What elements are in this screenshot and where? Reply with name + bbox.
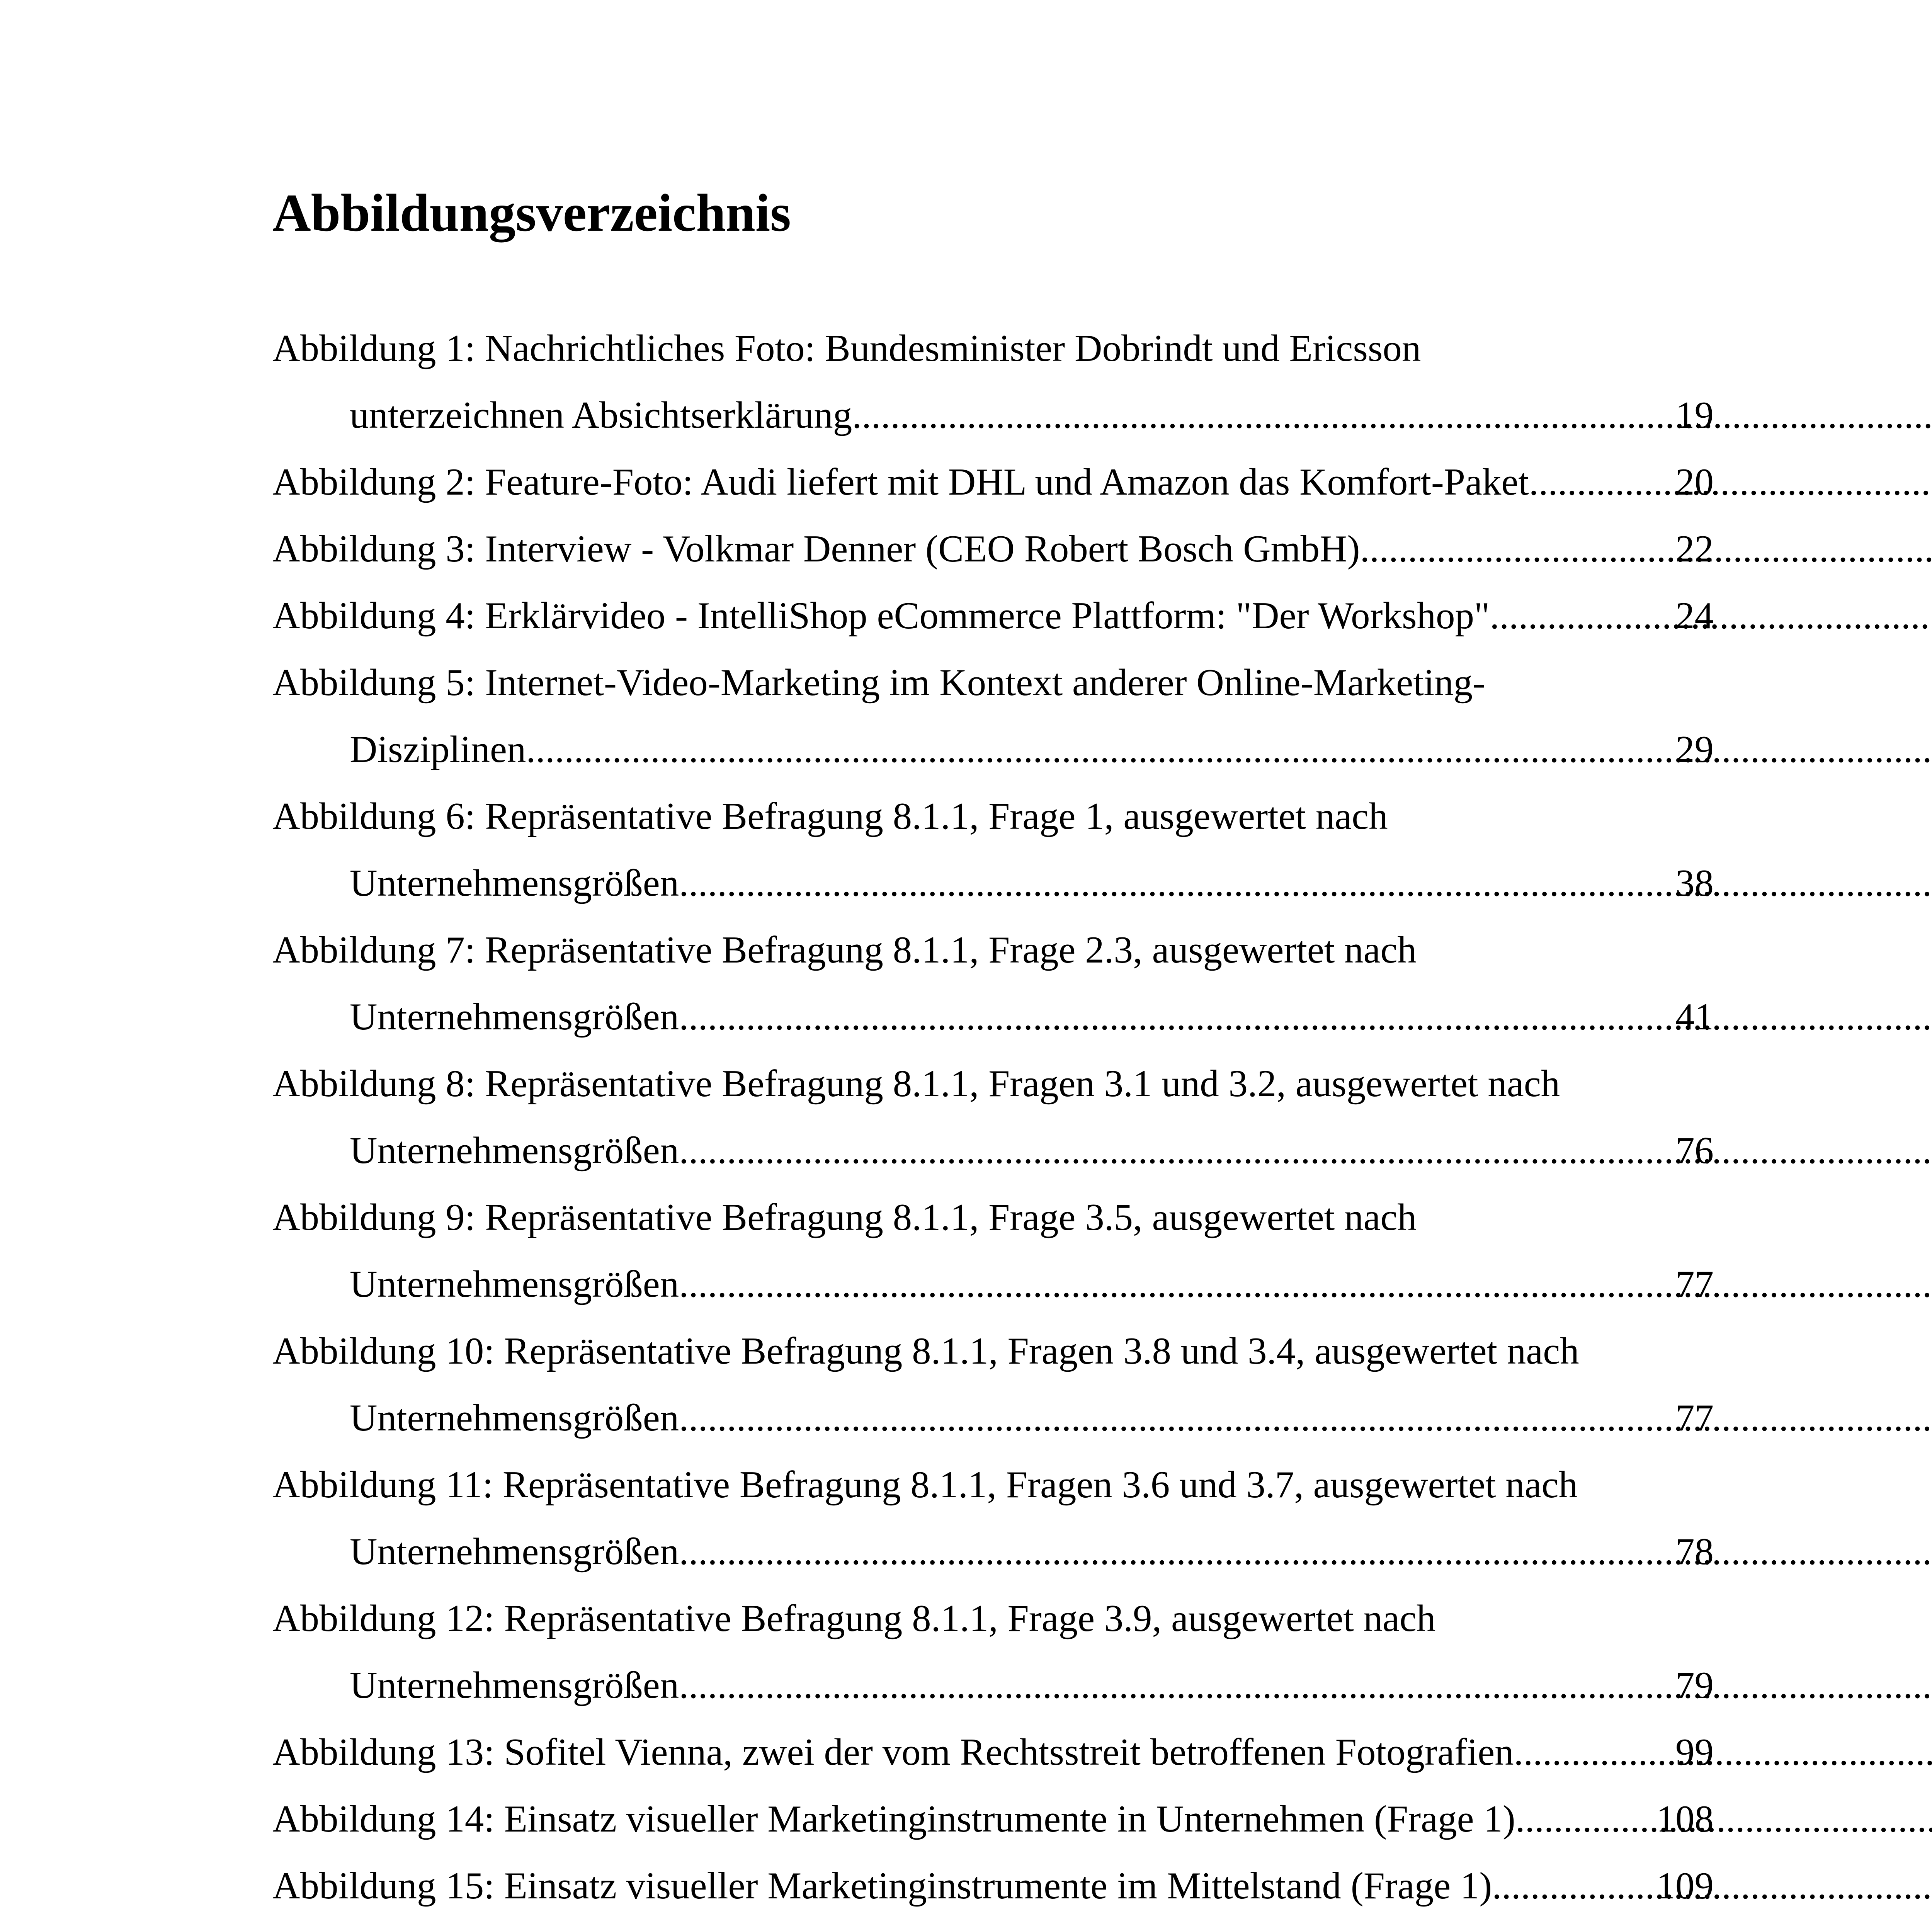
toc-entry-page: 77 [1675,1263,1714,1305]
toc-entry-page: 76 [1675,1129,1714,1172]
toc-entry[interactable] [272,1318,1714,1451]
dot-leader [689,1384,1675,1451]
toc-entry-page: 109 [1656,1865,1714,1907]
dot-leader [689,1117,1675,1184]
toc-entry-caption: Abbildung 6: Repräsentative Befragung 8.1.1, Frage 1, ausgewertet nach [272,795,1388,837]
toc-entry-line [272,850,1714,917]
dot-leader [689,1518,1675,1585]
dot-leader [536,716,1675,783]
toc-entry[interactable] [272,1451,1714,1585]
toc-entry-line [272,382,1714,449]
toc-entry-caption-continuation: Unternehmensgrößen. [350,996,689,1038]
toc-entry[interactable] [272,1184,1714,1318]
toc-entry-caption: Abbildung 5: Internet-Video-Marketing im Kontext anderer Online-Marketing- [272,662,1486,704]
toc-entry[interactable] [272,315,1714,449]
toc-entry-caption: Abbildung 13: Sofitel Vienna, zwei der vom Rechtsstreit betroffenen Fotografien. [272,1731,1524,1773]
dot-leader [1499,582,1675,649]
dot-leader [862,382,1675,449]
toc-entry-line [272,1719,1714,1786]
toc-entry-caption-continuation: Unternehmensgrößen. [350,1531,689,1573]
toc-entry-line [272,1384,1714,1451]
toc-entry[interactable] [272,1852,1714,1919]
toc-entry-caption-continuation: Unternehmensgrößen. [350,1397,689,1439]
dot-leader [1502,1852,1656,1919]
toc-entry-line [272,983,1714,1050]
toc-entry[interactable] [272,1786,1714,1852]
toc-entry-caption-continuation: Unternehmensgrößen. [350,1664,689,1706]
toc-entry-page: 41 [1675,996,1714,1038]
toc-entry-line [272,1518,1714,1585]
toc-entry-caption-continuation: Unternehmensgrößen. [350,1129,689,1172]
toc-entry-page: 38 [1675,862,1714,904]
toc-entry-caption-continuation: Disziplinen. [350,728,536,770]
toc-entry-caption: Abbildung 10: Repräsentative Befragung 8.1.1, Fragen 3.8 und 3.4, ausgewertet nach [272,1330,1579,1372]
toc-entry-line [272,1117,1714,1184]
toc-entry-caption-continuation: Unternehmensgrößen. [350,862,689,904]
toc-entry-caption: Abbildung 14: Einsatz visueller Marketinginstrumente in Unternehmen (Frage 1). [272,1798,1525,1840]
toc-entry-page: 78 [1675,1531,1714,1573]
toc-entry-caption: Abbildung 3: Interview - Volkmar Denner (CEO Robert Bosch GmbH). [272,528,1370,570]
toc-entry-caption: Abbildung 8: Repräsentative Befragung 8.1.1, Fragen 3.1 und 3.2, ausgewertet nach [272,1063,1560,1105]
toc-entry-page: 79 [1675,1664,1714,1706]
toc-entry-page: 20 [1675,461,1714,503]
dot-leader [1369,515,1675,582]
toc-entry[interactable] [272,1585,1714,1719]
toc-entry-page: 108 [1656,1798,1714,1840]
toc-entry-page: 29 [1675,728,1714,770]
toc-entry-caption: Abbildung 7: Repräsentative Befragung 8.1.1, Frage 2.3, ausgewertet nach [272,929,1417,971]
toc-entry[interactable] [272,449,1714,515]
dot-leader [689,983,1675,1050]
toc-entry-page: 77 [1675,1397,1714,1439]
toc-entry-caption: Abbildung 2: Feature-Foto: Audi liefert mit DHL und Amazon das Komfort-Paket. [272,461,1539,503]
toc-entry[interactable] [272,1919,1714,1932]
dot-leader [689,1652,1675,1719]
toc-entry-caption: Abbildung 12: Repräsentative Befragung 8.1.1, Frage 3.9, ausgewertet nach [272,1597,1436,1639]
toc-entry-line [272,515,1714,582]
toc-entry[interactable] [272,783,1714,917]
toc-entry-page: 24 [1675,595,1714,637]
page-title: Abbildungsverzeichnis [272,183,791,242]
dot-leader [689,1251,1675,1318]
toc-entry[interactable] [272,917,1714,1050]
toc-entry-caption: Abbildung 9: Repräsentative Befragung 8.1.1, Frage 3.5, ausgewertet nach [272,1196,1417,1238]
toc-entry-line [272,1251,1714,1318]
toc-entry-line [272,582,1714,649]
toc-entry[interactable] [272,1050,1714,1184]
toc-entry[interactable] [272,649,1714,783]
toc-entry[interactable] [272,515,1714,582]
toc-entry-line [272,449,1714,515]
list-of-figures [272,315,1714,1932]
toc-entry-line [272,716,1714,783]
dot-leader [1523,1719,1675,1786]
toc-entry-page: 99 [1675,1731,1714,1773]
dot-leader [689,850,1675,917]
toc-entry-caption: Abbildung 1: Nachrichtliches Foto: Bundesminister Dobrindt und Ericsson [272,327,1421,369]
toc-entry-page: 19 [1675,394,1714,436]
toc-entry-caption-continuation: unterzeichnen Absichtserklärung. [350,394,862,436]
toc-entry[interactable] [272,1719,1714,1786]
dot-leader [1539,449,1675,515]
toc-entry-caption: Abbildung 11: Repräsentative Befragung 8.1.1, Fragen 3.6 und 3.7, ausgewertet nach [272,1464,1578,1506]
toc-entry-caption: Abbildung 15: Einsatz visueller Marketinginstrumente im Mittelstand (Frage 1). [272,1865,1502,1907]
dot-leader [1525,1786,1656,1852]
toc-entry-caption-continuation: Unternehmensgrößen. [350,1263,689,1305]
toc-entry-line [272,1652,1714,1719]
toc-entry-page: 22 [1675,528,1714,570]
toc-entry-caption [272,1919,1714,1932]
toc-entry-caption: Abbildung 4: Erklärvideo - IntelliShop eCommerce Plattform: "Der Workshop". [272,595,1500,637]
toc-entry[interactable] [272,582,1714,649]
toc-entry-line [272,1786,1714,1852]
toc-entry-line [272,1852,1714,1919]
